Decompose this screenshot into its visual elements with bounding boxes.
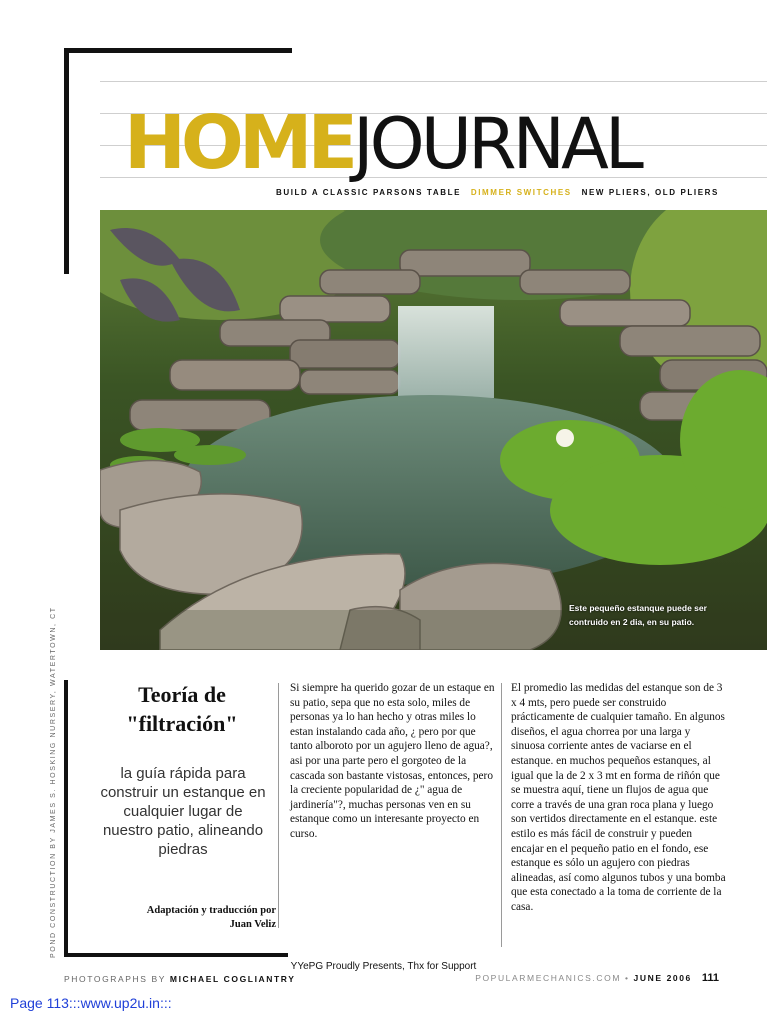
section-teasers [270, 188, 719, 197]
article-byline [96, 904, 276, 932]
photo-credit-footer [64, 974, 296, 984]
page-number: 111 [701, 972, 719, 984]
photos-label: PHOTOGRAPHS BY [64, 974, 166, 984]
corner-bracket-bottom-vertical [64, 680, 68, 957]
promo-text: YYePG Proudly Presents, Thx for Support [290, 961, 477, 972]
masthead-journal: JOURNAL [353, 103, 640, 185]
photographer-name: MICHAEL COGLIANTRY [169, 974, 296, 984]
site-url: POPULARMECHANICS.COM [475, 973, 622, 983]
photo-caption: Este pequeño estanque puede ser contruido en 2 dia, en su patio. [569, 603, 707, 627]
watermark-link[interactable]: Page 113:::www.up2u.in::: [10, 995, 172, 1011]
teaser-item: BUILD A CLASSIC PARSONS TABLE [275, 188, 462, 197]
corner-bracket-bottom [64, 953, 288, 957]
byline-author: Juan Veliz [229, 919, 276, 930]
footer-separator: • [624, 973, 630, 983]
column-divider [501, 683, 502, 947]
corner-bracket-top [64, 48, 292, 53]
column-divider [278, 683, 279, 928]
masthead-rule [100, 81, 767, 82]
article-subtitle: la guía rápida para construir un estanque en cualquier lugar de nuestro patio, alineando piedras [100, 765, 266, 858]
pond-photo [100, 210, 767, 650]
teaser-item-highlight: DIMMER SWITCHES [470, 188, 572, 197]
masthead-home: HOME [124, 100, 354, 186]
teaser-item: NEW PLIERS, OLD PLIERS [581, 188, 719, 197]
article-title: Teoría de "filtración" [126, 682, 238, 736]
photo-credit-vertical: POND CONSTRUCTION BY JAMES S. HOSKING NURSERY, WATERTOWN, CT [50, 606, 57, 958]
article-column-2: El promedio las medidas del estanque son de 3 x 4 mts, pero puede ser construido prácticamente de cualquier tamaño. En algunos diseños, el agua chorrea por una larga y sinuosa corriente antes de vaciarse en el estanque. en muchos pequeños estanques, al igual que la de 2 x 3 mt en forma de riñón que se muestra aquí, tiene un flujos de agua que corre a través de una gran roca plana y luego son vertidos directamente en el estanque. este estilo es más fácil de construir y pueden encajar en el pequeño patio en el fondo, ese estanque es sólo un agujero con piedras alineadas, así como algunos tubos y una bomba que esta conectado a la toma de corriente de la casa. [511, 682, 726, 913]
masthead-logo [124, 100, 640, 186]
corner-bracket-top-vertical [64, 48, 69, 274]
article-column-1: Si siempre ha querido gozar de un estaque en su patio, sepa que no esta solo, miles de personas ya lo han hecho y otras miles lo estan instalando cada año, ¿ pero por que tanto alboroto por un agujero lleno de agua?, asi por una parte pero el gorgoteo de la cascada son bastante vistosas, entonces, pero la creciente popularidad de ¿" agua de jardinería"?, muchas personas ven en su estanque como un interesante proyecto en curso. [290, 682, 495, 840]
footer-folio [475, 972, 719, 984]
byline-label: Adaptación y traducción por [146, 905, 276, 916]
issue-date: JUNE 2006 [633, 973, 692, 983]
